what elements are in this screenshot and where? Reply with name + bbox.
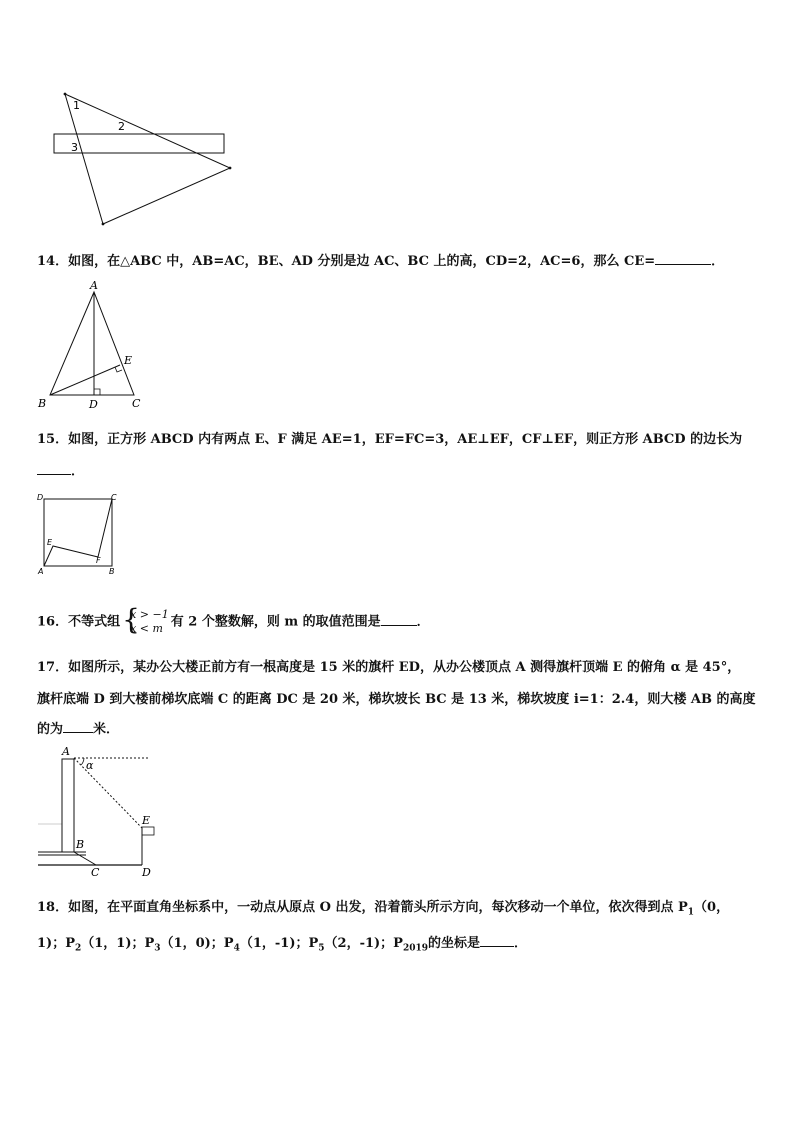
figure-q14-triangle: [34, 278, 154, 412]
label-a: A: [62, 745, 70, 758]
question-15-line-1: [37, 428, 742, 447]
answer-blank-14[interactable]: [655, 251, 711, 265]
label-a: A: [90, 279, 98, 292]
question-17-text-2: 旗杆底端 D 到大楼前梯坎底端 C 的距离 DC 是 20 米，梯坎坡长 BC 是 13 米，梯坎坡度 i=1：2.4，则大楼 AB 的高度: [37, 692, 756, 707]
question-17-text-1: 17．如图所示，某办公大楼正前方有一根高度是 15 米的旗杆 ED，从办公楼顶点 A 测得旗杆顶端 E 的俯角 α 是 45°，: [37, 660, 741, 675]
depression-sight-line: [74, 758, 142, 828]
label-e: E: [124, 354, 133, 367]
label-d: D: [89, 398, 98, 411]
figure-q17-building: [36, 744, 160, 878]
slope-bc: [74, 852, 96, 865]
question-16-prefix: 16．不等式组: [37, 614, 121, 630]
point-p2: 1)；$P_2(1$，1)；: [37, 936, 145, 954]
label-c: C: [111, 493, 117, 502]
label-c: C: [91, 866, 100, 878]
question-18-line-1: 18．如图，在平面直角坐标系中，一动点从原点 O 出发，沿着箭头所示方向，每次移动一个单位，依次得到点 $P_1(0$，: [37, 900, 730, 918]
label-b: B: [38, 397, 47, 410]
question-18-line-2: 1)；$P_2(1$，1)；$P_3(1$，0)；$P_4(1$，-1)；$P_5(2$，-1)；$P_{2019}$的坐标是 ．: [37, 932, 527, 954]
angle-label-2: 2: [118, 120, 125, 133]
label-e: E: [47, 538, 53, 547]
label-a: A: [38, 567, 44, 576]
label-b: B: [109, 567, 115, 576]
square-abcd: [44, 499, 112, 566]
inequality-system: [122, 603, 169, 636]
answer-blank-18[interactable]: [480, 933, 514, 947]
question-14: 14．如图，在△ABC 中，AB=AC，BE、AD 分别是边 AC、BC 上的高，CD=2，AC=6，那么 CE= ．: [37, 250, 724, 269]
point-p4: $P_4(1$，-1)；: [223, 936, 309, 954]
right-angle-d: [94, 389, 100, 395]
figure-q15-square: [36, 490, 122, 578]
question-18-text-1: 18．如图，在平面直角坐标系中，一动点从原点 O 出发，沿着箭头所示方向，每次移动一个单位，依次得到点 P: [37, 900, 688, 915]
angle-label-1: 1: [73, 99, 80, 112]
label-d: D: [37, 493, 44, 502]
angle-label-3: 3: [71, 141, 78, 154]
label-c: C: [132, 397, 141, 410]
right-angle-e: [115, 367, 122, 372]
question-15-line-2: ．: [37, 460, 84, 479]
question-16-suffix: 有 2 个整数解，则 m 的取值范围是: [170, 614, 381, 630]
brace-icon: {: [122, 603, 140, 636]
figure-q13-triangle-ruler: [50, 88, 240, 230]
office-building: [62, 759, 74, 852]
inequality-2: x < m: [130, 622, 163, 635]
path-a-e-f-c: [44, 499, 112, 566]
label-alpha: α: [86, 759, 94, 772]
answer-blank-17[interactable]: [63, 719, 93, 733]
angle-arc: [81, 758, 84, 765]
label-f: F: [96, 556, 101, 565]
question-17-line-3: 的为 米．: [37, 718, 119, 737]
label-b: B: [76, 838, 85, 851]
answer-blank-15[interactable]: [37, 461, 71, 475]
question-14-text: 14．如图，在△ABC 中，AB=AC，BE、AD 分别是边 AC、BC 上的高，CD=2，AC=6，那么 CE=: [37, 254, 656, 269]
question-17-line-2: [37, 688, 755, 707]
question-17-line-1: [37, 656, 740, 675]
question-16: 16．不等式组 { x > −1 x < m 有 2 个整数解，则 m 的取值范围是 ．: [37, 603, 430, 636]
question-15-text: 15．如图，正方形 ABCD 内有两点 E、F 满足 AE=1，EF=FC=3，AE⊥EF，CF⊥EF，则正方形 ABCD 的边长为: [37, 432, 743, 447]
label-d: D: [142, 866, 151, 878]
label-e: E: [142, 814, 151, 827]
point-p5: $P_5(2$，-1)；: [308, 936, 394, 954]
point-p6: $P_{2019}$: [393, 936, 429, 954]
triangle-abc: [50, 292, 134, 395]
triangle-shape: [65, 94, 230, 224]
flag: [142, 827, 154, 835]
inequality-1: x > −1: [130, 608, 169, 621]
point-p3: $P_3(1$，0)；: [144, 936, 224, 954]
answer-blank-16[interactable]: [381, 612, 417, 626]
